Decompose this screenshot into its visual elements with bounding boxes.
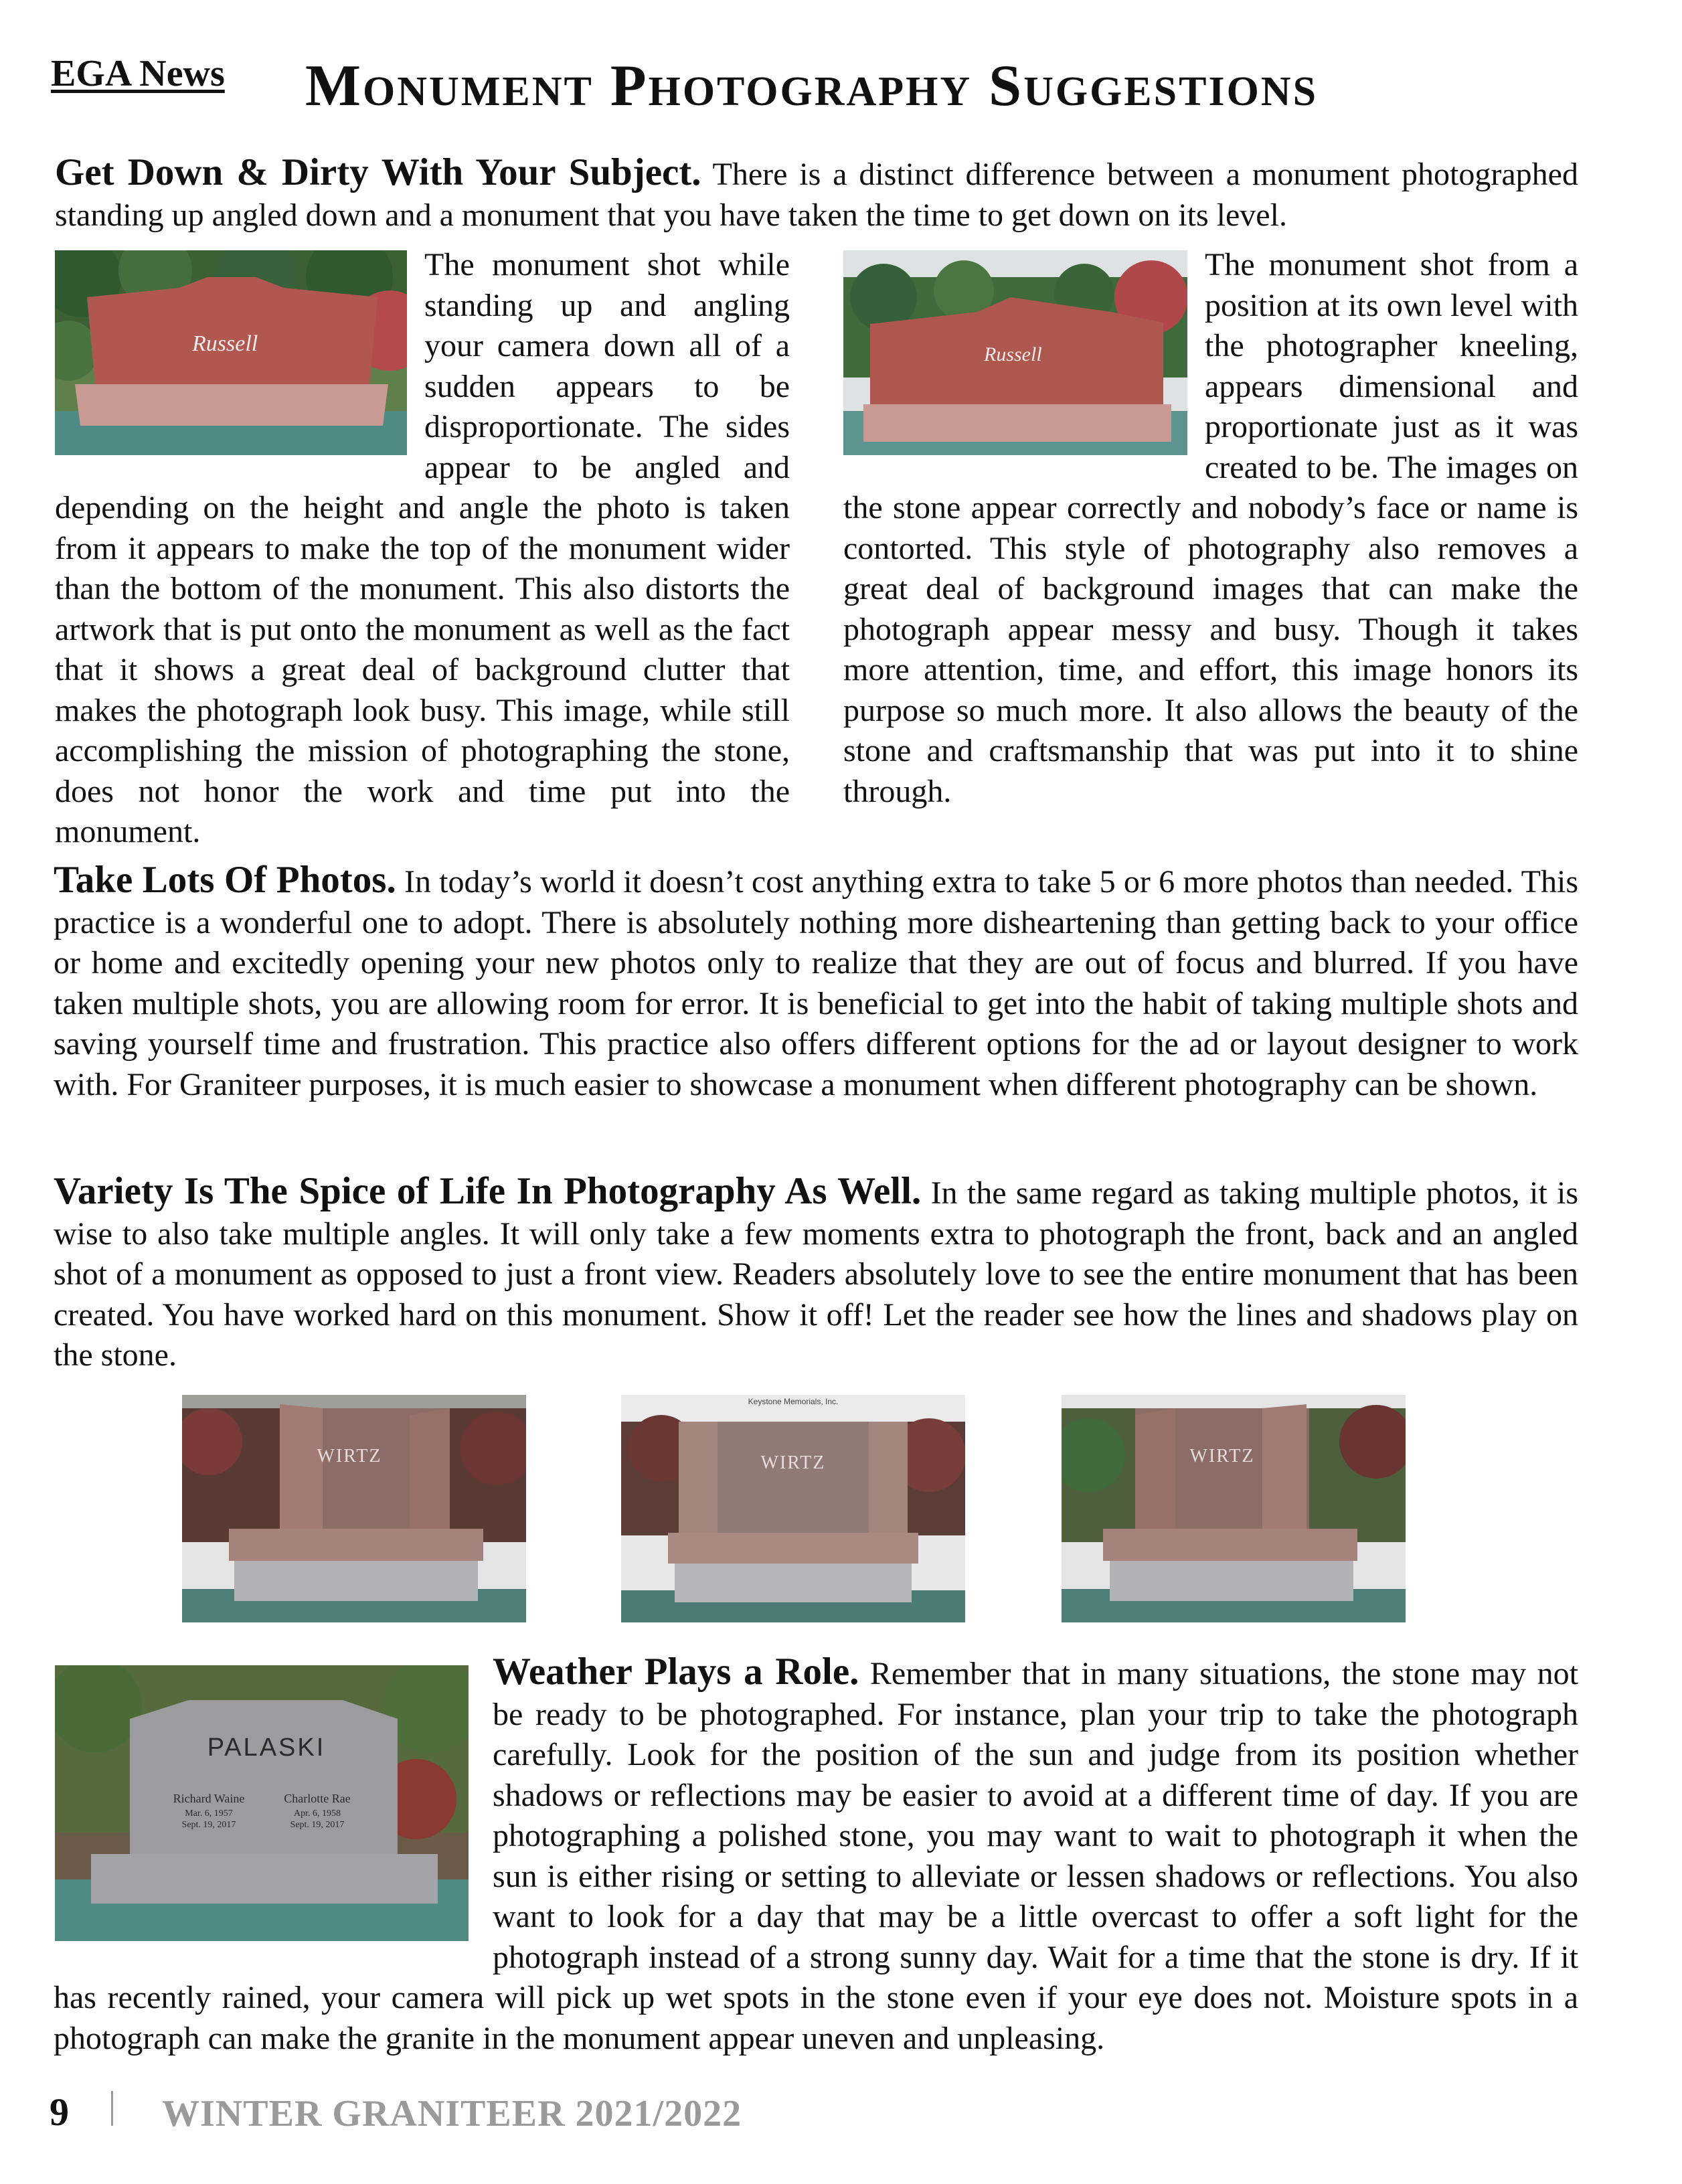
section-text: There is a distinct difference between a monument photographed standing up angled down and a monument that you have taken the time to get down on its level. [55,157,1578,233]
section-weather [54,1652,1578,2059]
section-lots-of-photos [54,860,1578,1105]
page-number: 9 [50,2090,69,2134]
section-heading: Weather Plays a Role. [493,1651,859,1693]
sign-text: Keystone Memorials, Inc. [748,1397,839,1406]
section-text: In the same regard as taking multiple photos, it is wise to also take multiple angles. It will only take a few moments extra to photograph the front, back and an angled shot of a monument as opposed to just a front view. Readers absolutely love to see the entire monument that has been created. You have worked hard on this monument. Show it off! Let the reader see how the lines and shadows play on the stone. [54,1175,1579,1373]
monument-name-text: Russell [984,343,1042,365]
monument-date-text: Mar. 6, 1957 [185,1809,233,1819]
monument-name-text: WIRTZ [317,1446,382,1466]
footer-separator [111,2091,113,2126]
section-heading: Get Down & Dirty With Your Subject. [55,151,701,193]
section-heading: Variety Is The Spice of Life In Photography As Well. [54,1170,922,1212]
section-heading: Take Lots Of Photos. [54,859,396,901]
monument-photo-image [55,250,407,455]
monument-photo-image [1062,1395,1406,1622]
section-get-down-intro [55,153,1578,236]
monument-photo-image [182,1395,526,1622]
monument-name-text: WIRTZ [760,1452,826,1473]
photo-spacer [54,1652,493,1970]
monument-name-text: Russell [192,331,258,356]
monument-photo-image [843,250,1187,455]
photo-russell-angled [55,250,407,455]
monument-date-text: Sept. 19, 2017 [290,1820,345,1830]
monument-photo-image [621,1395,965,1622]
section-text: In today’s world it doesn’t cost anything extra to take 5 or 6 more photos than needed. This practice is a wonderful one to adopt. There is absolutely nothing more disheartening than getting back to your office or home and excitedly opening your new photos only to realize that they are out of focus and blurred. If you have taken multiple shots, you are allowing room for error. It is beneficial to get into the habit of taking multiple shots and saving yourself time and frustration. This practice also offers different options for the ad or layout designer to work with. For Graniteer purposes, it is much easier to showcase a monument when different photography can be shown. [54,864,1579,1102]
monument-name-text: Richard Waine [173,1792,245,1805]
section-tag: EGA News [51,53,225,94]
publication-title: WINTER GRANITEER 2021/2022 [162,2093,742,2134]
photo-wirtz-front [621,1395,965,1622]
section-text: Remember that in many situations, the stone may not be ready to be photographed. For instance, plan your trip to take the photograph carefully. Look for the position of the sun and judge from its position whether shadows or reflections may be easier to avoid at a different time of day. If you are photographing a polished stone, you may want to wait to photograph it when the sun is either rising or setting to alleviate or lessen shadows or reflections. You also want to look for a day that may be a little overcast to offer a soft light for the photograph instead of a strong sunny day. Wait for a time that the stone is dry. If it has recently rained, your camera will pick up wet spots in the stone even if your eye does not. Moisture spots in a photograph can make the granite in the monument appear uneven and unpleasing. [54,1656,1579,2056]
section-text: The monument shot while standing up and angling your camera down all of a sudden appears to be disproportionate. The sides appear to be angled and depending on the height and angle the photo is taken from it appears to make the top of the monument wider than the bottom of the monument. This also distorts the artwork that is put onto the monument as well as the fact that it shows a great deal of background clutter that makes the photograph look busy. This image, while still accomplishing the mission of photographing the stone, does not honor the work and time put into the monument. [55,247,790,849]
page-title: Monument Photography Suggestions [305,54,1319,118]
photo-russell-level [843,250,1187,455]
photo-wirtz-angle-left [182,1395,526,1622]
section-text: The monument shot from a position at its own level with the photographer kneeling, appears dimensional and proportionate just as it was created to be. The images on the stone appear correctly and nobody’s face or name is contorted. This style of photography also removes a great deal of background images that can make the photograph appear messy and busy. Though it takes more attention, time, and effort, this image honors its purpose so much more. It also allows the beauty of the stone and craftsmanship that was put into it to shine through. [843,247,1578,809]
section-variety [54,1171,1578,1376]
monument-date-text: Sept. 19, 2017 [181,1820,236,1830]
monument-family-name: PALASKI [207,1734,326,1762]
column-angled-shot [55,245,790,853]
column-level-shot [843,245,1578,812]
monument-name-text: WIRTZ [1189,1446,1255,1466]
photo-wirtz-angle-right [1062,1395,1406,1622]
monument-date-text: Apr. 6, 1958 [294,1809,341,1819]
monument-name-text: Charlotte Rae [284,1792,351,1805]
